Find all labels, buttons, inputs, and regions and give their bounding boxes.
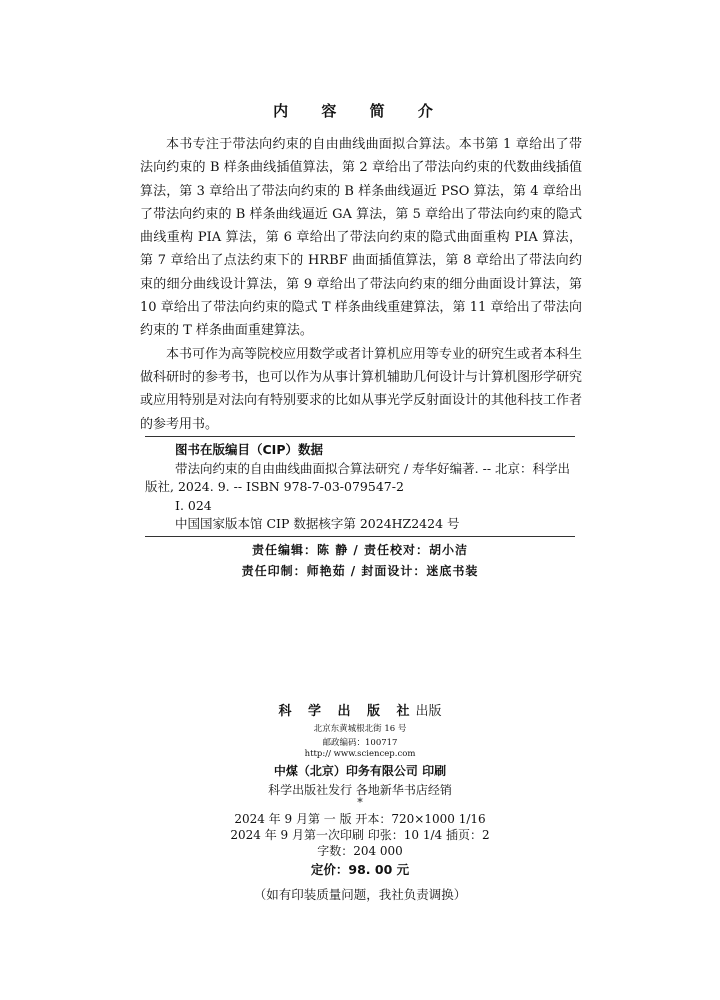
publisher-imprint — [0, 700, 720, 719]
publisher-logo: 科 学 出 版 社 — [278, 704, 416, 719]
page-title: 内 容 简 介 — [273, 102, 447, 120]
publisher-address: 北京东黄城根北街 16 号 — [313, 724, 407, 734]
abstract-paragraph-1: 本书专注于带法向约束的自由曲线曲面拟合算法。本书第 1 章给出了带法向约束的 B 样条曲线插值算法，第 2 章给出了带法向约束的代数曲线插值算法，第 3 章给出了带法向约束的 B 样条曲线逼近 PSO 算法，第 4 章给出了带法向约束的 B 样条曲线逼近 GA 算法，第 5 章给出了带法向约束的隐式曲线重构 PIA 算法，第 6 章给出了带法向约束的隐式曲面重构 PIA 算法，第 7 章给出了点法约束下的 HRBF 曲面插值算法，第 8 章给出了带法向约束的细分曲线设计算法，第 9 章给出了带法向约束的细分曲面设计算法，第 10 章给出了带法向约束的隐式 T 样条曲线重建算法，第 11 章给出了带法向约束的 T 样条曲面重建算法。 — [140, 137, 582, 339]
distribution-line: 科学出版社发行 各地新华书店经销 — [268, 783, 452, 797]
publisher-url: http:// www.sciencep.com — [304, 749, 416, 759]
wordcount-line: 字数：204 000 — [317, 844, 403, 858]
price-line: 定价：98. 00 元 — [310, 862, 410, 877]
abstract-paragraph-2: 本书可作为高等院校应用数学或者计算机应用等专业的研究生或者本科生做科研时的参考书，也可以作为从事计算机辅助几何设计与计算机图形学研究或应用特别是对法向有特别要求的比如从事光学反射面设计的其他科技工作者的参考用书。 — [140, 346, 583, 432]
staff-line-editor: 责任编辑：陈 静 / 责任校对：胡小洁 — [252, 543, 468, 557]
edition-line: 2024 年 9 月第 一 版 开本：720×1000 1/16 — [234, 812, 486, 826]
quality-notice: （如有印装质量问题，我社负责调换） — [253, 887, 467, 902]
abstract-section — [140, 133, 582, 436]
staff-credits — [0, 540, 720, 582]
separator-star: * — [357, 796, 363, 809]
cip-record: 带法向约束的自由曲线曲面拟合算法研究 / 寿华好编著. -- 北京：科学出版社, 2024. 9. -- ISBN 978-7-03-079547-2 — [145, 460, 571, 494]
cip-classification: Ⅰ. 024 — [175, 497, 212, 513]
staff-line-print: 责任印制：师艳茹 / 封面设计：迷底书装 — [241, 564, 479, 578]
publisher-postcode: 邮政编码：100717 — [322, 738, 398, 748]
cip-number: 中国国家版本馆 CIP 数据核字第 2024HZ2424 号 — [175, 516, 460, 531]
publisher-suffix: 出版 — [415, 704, 442, 719]
cip-heading: 图书在版编目（CIP）数据 — [175, 442, 323, 457]
cip-block — [145, 436, 575, 537]
printer-line: 中煤（北京）印务有限公司 印刷 — [273, 764, 447, 778]
printing-line: 2024 年 9 月第一次印刷 印张：10 1/4 插页：2 — [230, 828, 490, 842]
